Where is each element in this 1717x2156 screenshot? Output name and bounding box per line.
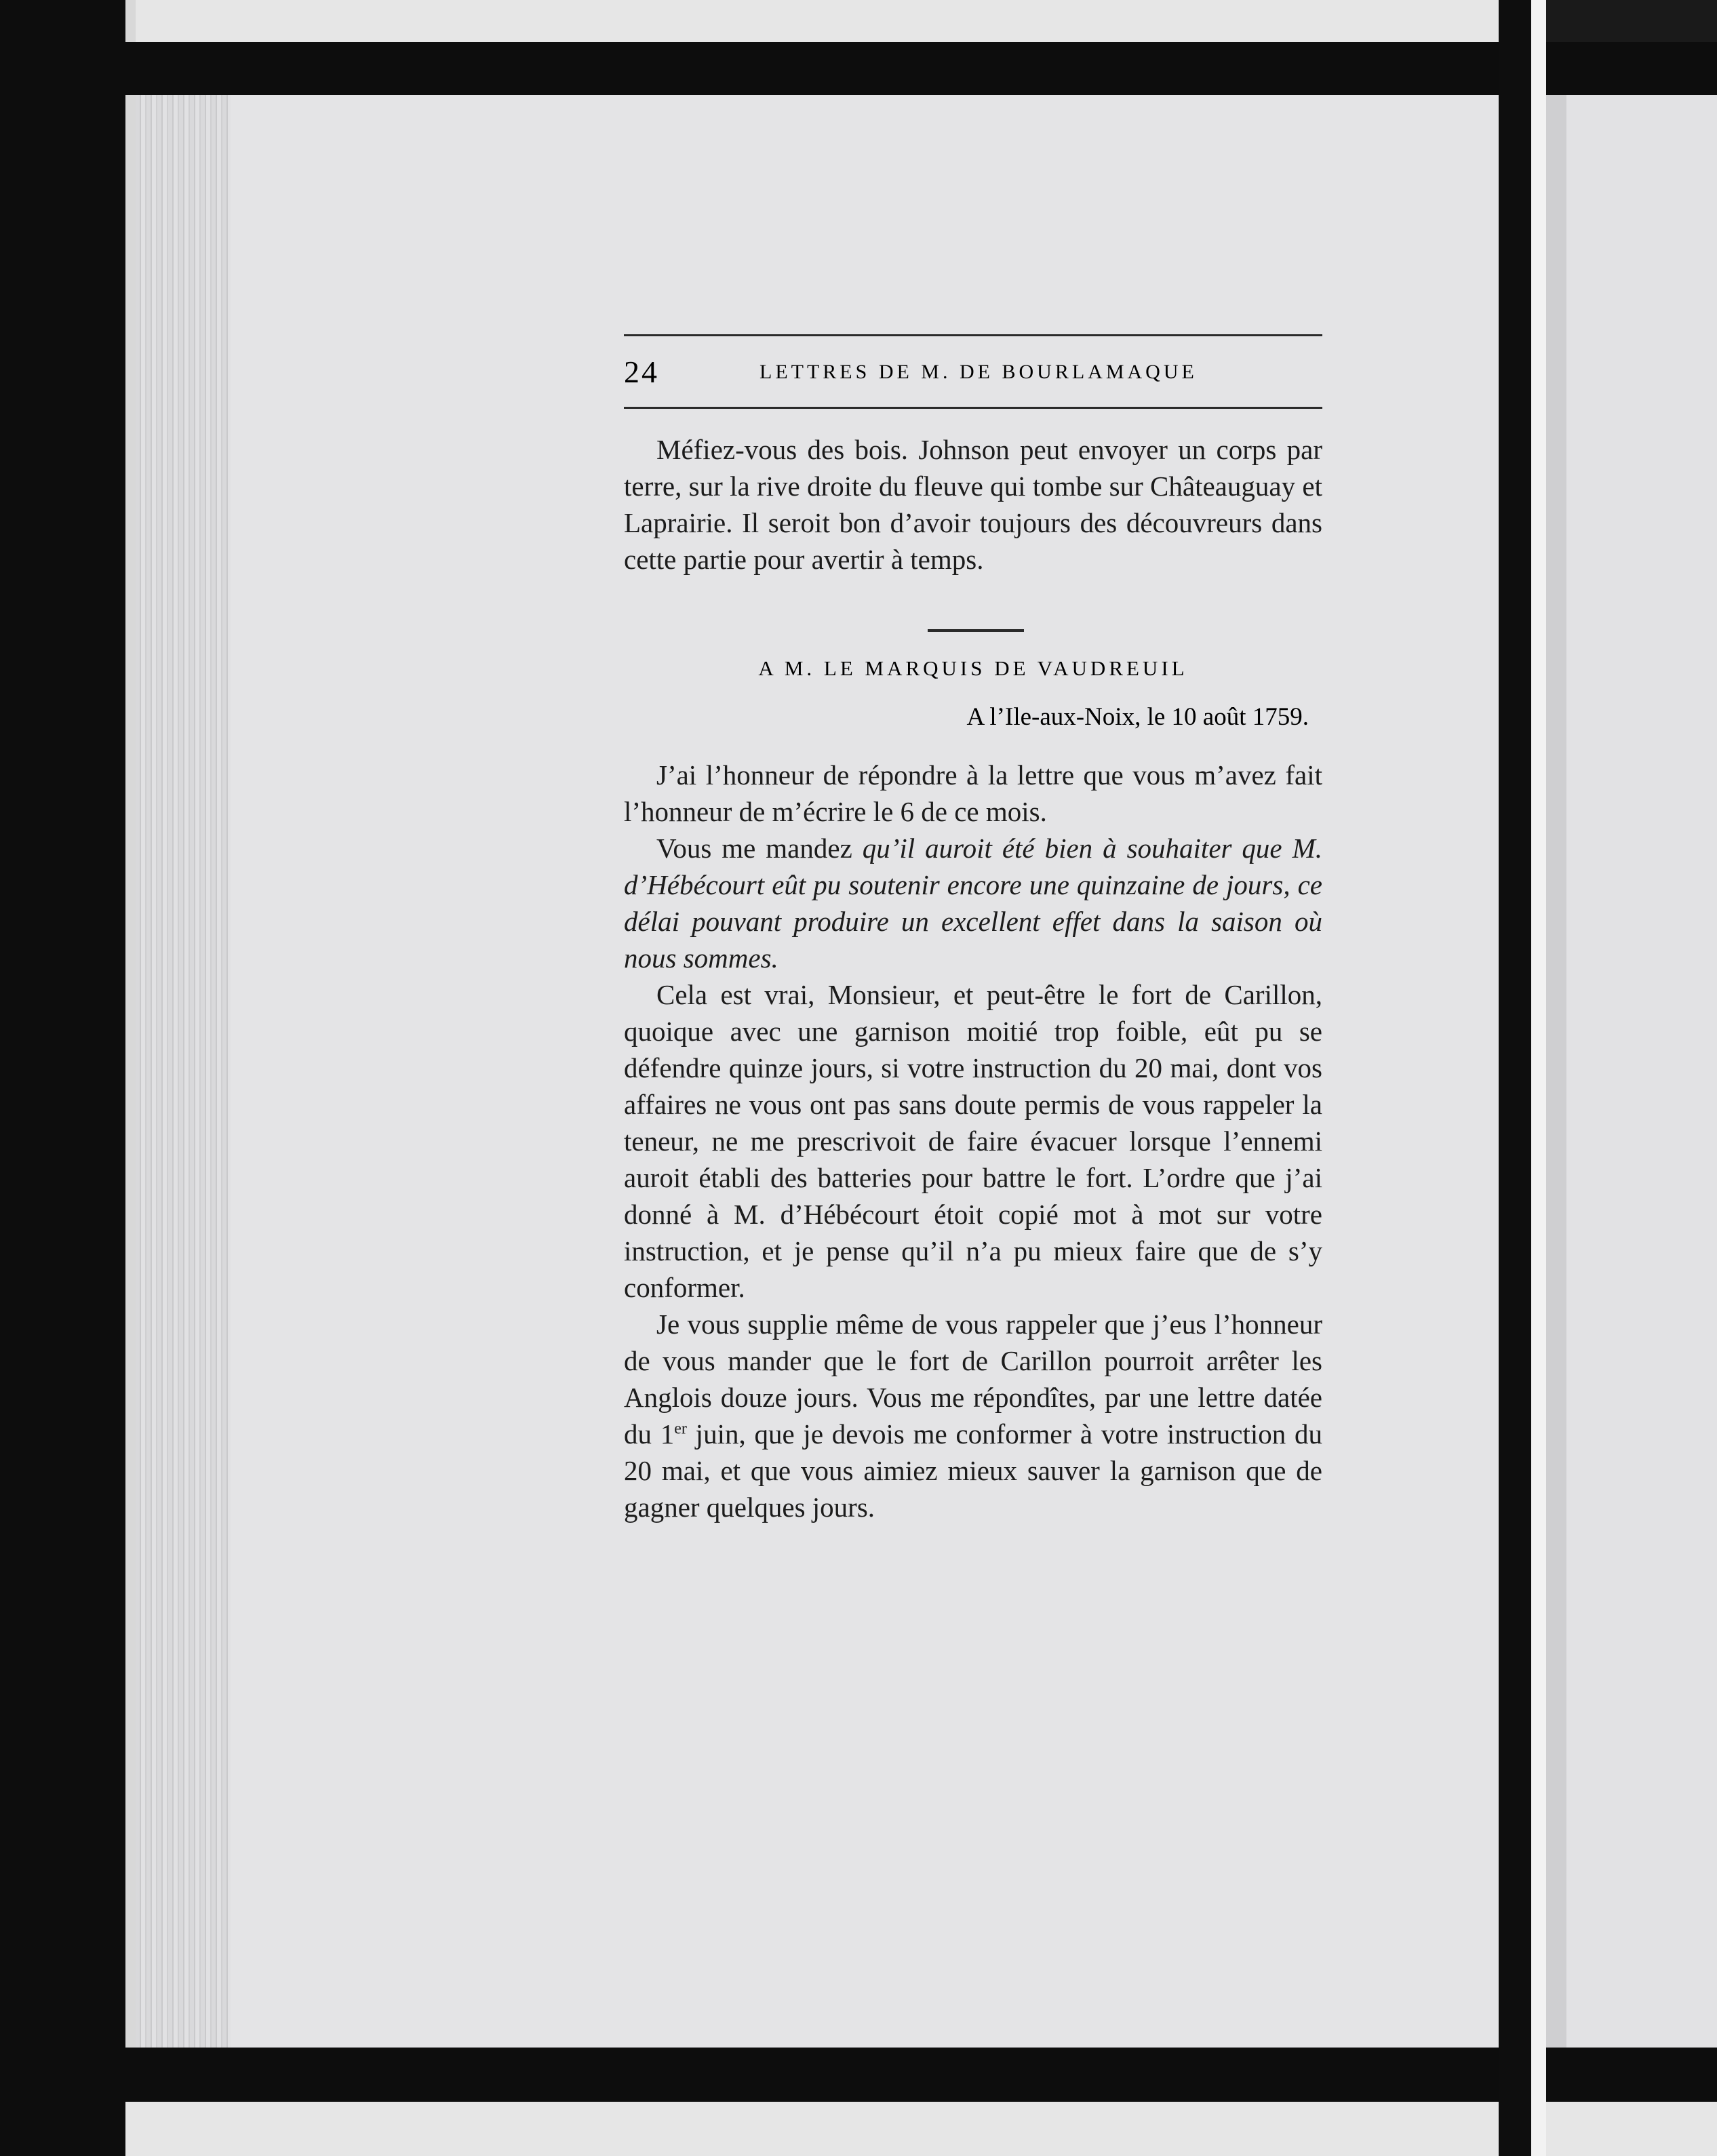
letter-dateline: A l’Ile-aux-Noix, le 10 août 1759. [966,703,1309,731]
paragraph-4-part-1: Je vous supplie même de vous rappeler que j’eus l’honneur de vous mander que le fort de Carillon pourroit arrêter les Anglois douze jours. Vous me répondîtes, par une lettre datée du 1 [624,1309,1322,1450]
binding-fold [125,0,136,2156]
header-rule-top [624,334,1322,336]
ordinal-superscript: er [674,1420,687,1438]
paragraph-2-roman: Vous me mandez [656,833,863,864]
letter-paragraph-1: J’ai l’honneur de répondre à la lettre que vous m’avez fait l’honneur de m’écrire le 6 de ce mois. [624,759,1322,827]
left-dark-edge [0,0,125,2156]
page-number: 24 [624,355,659,389]
bottom-margin-strip [125,2102,1717,2156]
top-scan-bar [125,42,1717,95]
section-separator [928,629,1024,632]
letter-paragraph-2 [624,830,1322,976]
next-page-edge [1566,95,1717,2048]
right-gap [1546,95,1566,2048]
top-margin-strip [125,0,1499,42]
paragraph-4-part-2: juin, que je devois me conformer à votre instruction du 20 mai, et que vous aimiez mieux sauver la garnison que de gagner quelques jours. [624,1418,1323,1523]
page-edge-stack [136,95,231,2048]
header-rule-bottom [624,407,1322,409]
intro-paragraph: Méfiez-vous des bois. Johnson peut envoyer un corps par terre, sur la rive droite du fleuve qui tombe sur Châteauguay et Laprairie. Il seroit bon d’avoir toujours des découvreurs dans cette partie pour avertir à temps. [624,434,1322,575]
intro-paragraph-block [624,431,1322,578]
letter-addressee: A M. LE MARQUIS DE VAUDREUIL [758,656,1188,680]
page-header [624,354,1322,395]
letter-body [624,757,1322,1525]
letter-paragraph-3: Cela est vrai, Monsieur, et peut-être le fort de Carillon, quoique avec une garnison moitié trop foible, eût pu se défendre quinze jours, si votre instruction du 20 mai, dont vos affaires ne vous ont pas sans doute permis de vous rappeler la teneur, ne me prescrivoit de faire évacuer lorsque l’ennemi auroit établi des batteries pour battre le fort. L’ordre que j’ai donné à M. d’Hébécourt étoit copié mot à mot sur votre instruction, et je pense qu’il n’a pu mieux faire que de s’y conformer. [624,979,1322,1303]
right-light-stripe [1531,0,1546,2156]
bottom-scan-bar [125,2048,1717,2102]
running-head: LETTRES DE M. DE BOURLAMAQUE [759,361,1198,383]
letter-paragraph-4 [624,1306,1322,1525]
paragraph-2-italic-quote: qu’il auroit été bien à souhaiter que M. d’Hébécourt eût pu soutenir encore une quinzaine de jours, ce délai pouvant produire un excellent effet dans la saison où nous sommes. [624,833,1322,974]
